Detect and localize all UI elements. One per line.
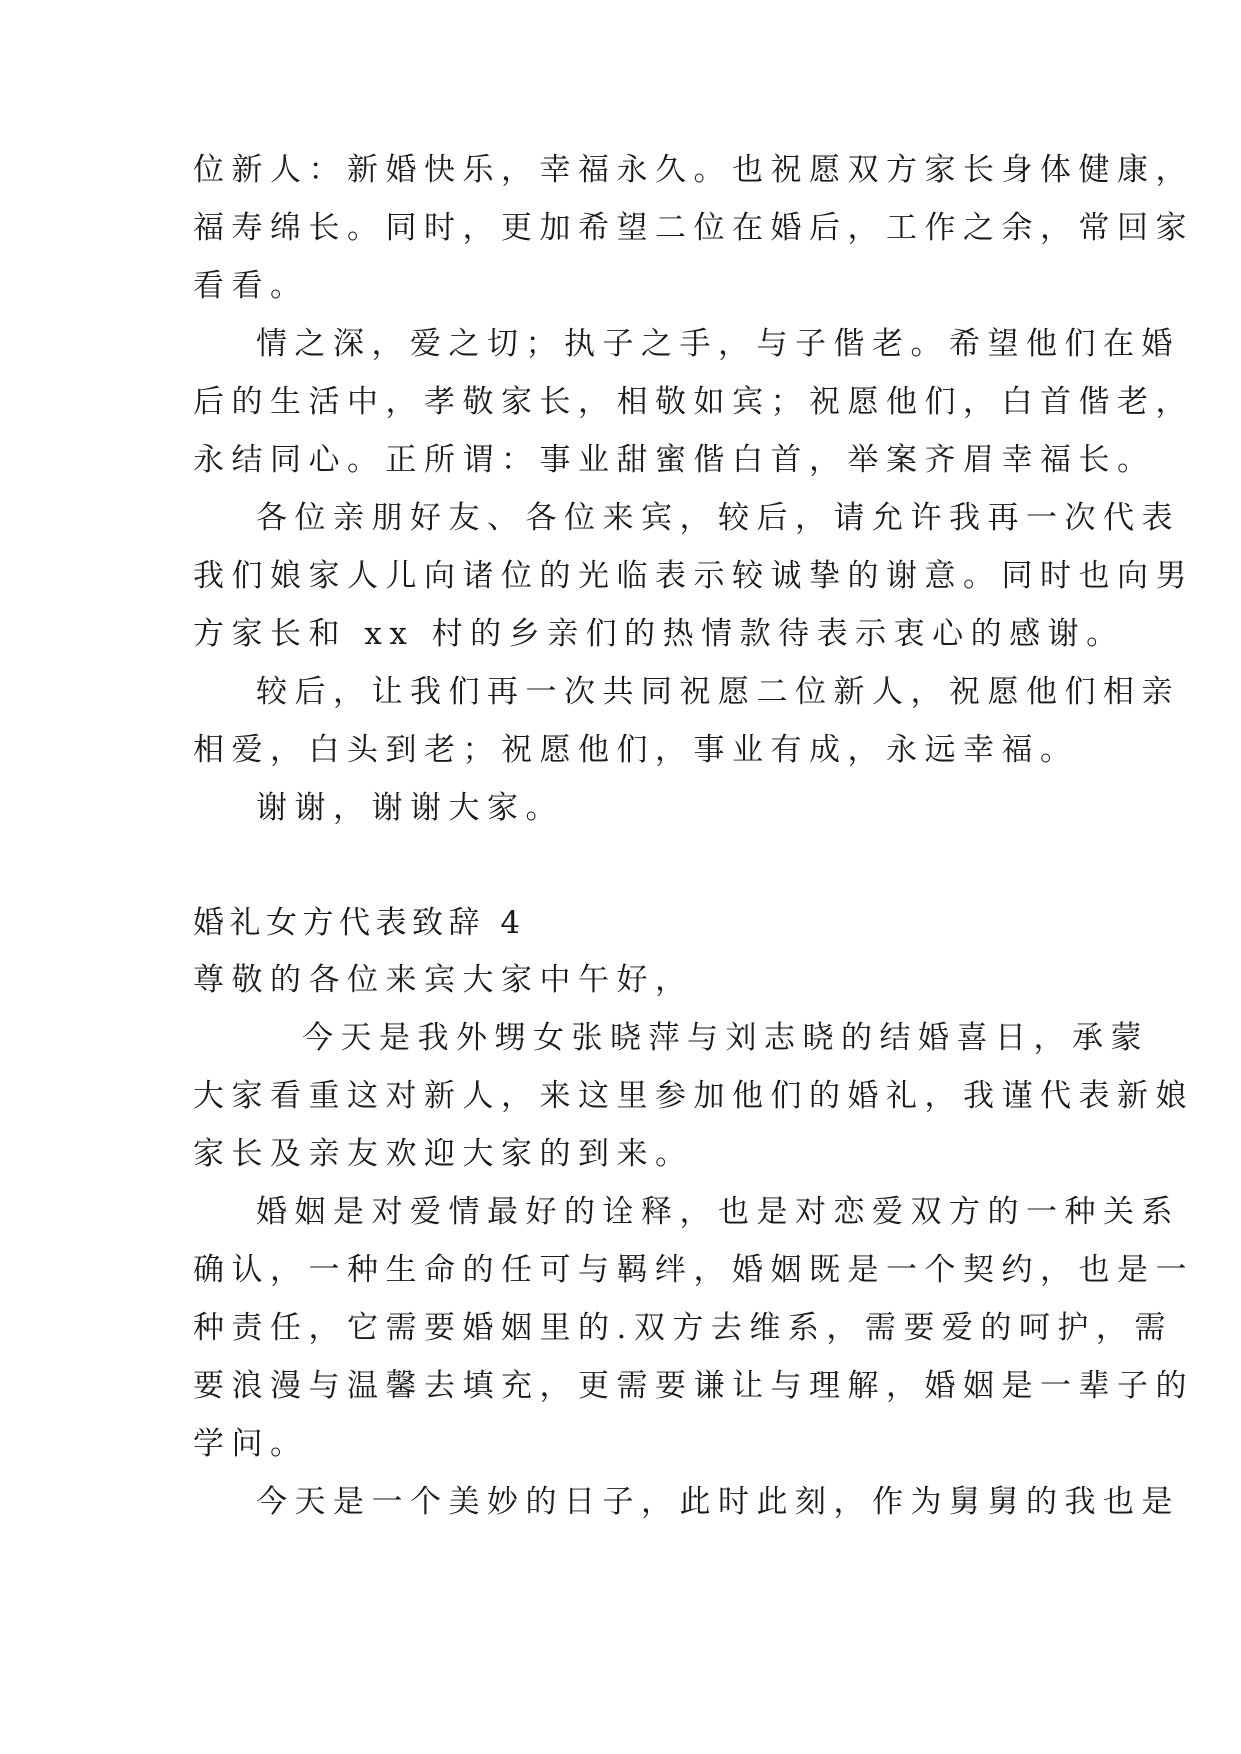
paragraph-line: 种责任，它需要婚姻里的.双方去维系，需要爱的呵护，需: [193, 1310, 1173, 1346]
section-title: 婚礼女方代表致辞 4: [193, 905, 526, 941]
paragraph-line: 较后，让我们再一次共同祝愿二位新人，祝愿他们相亲: [256, 674, 1180, 710]
paragraph-line: 要浪漫与温馨去填充，更需要谦让与理解，婚姻是一辈子的: [193, 1368, 1194, 1404]
paragraph-line: 确认，一种生命的任可与羁绊，婚姻既是一个契约，也是一: [193, 1252, 1194, 1288]
paragraph-line: 谢谢，谢谢大家。: [256, 790, 564, 826]
paragraph-line: 福寿绵长。同时，更加希望二位在婚后，工作之余，常回家: [193, 210, 1194, 246]
paragraph-line: 大家看重这对新人，来这里参加他们的婚礼，我谨代表新娘: [193, 1078, 1194, 1114]
paragraph-line: 各位亲朋好友、各位来宾，较后，请允许我再一次代表: [256, 500, 1180, 536]
paragraph-line: 永结同心。正所谓：事业甜蜜偕白首，举案齐眉幸福长。: [193, 442, 1156, 478]
paragraph-line: 婚姻是对爱情最好的诠释，也是对恋爱双方的一种关系: [256, 1194, 1180, 1230]
paragraph-line: 家长及亲友欢迎大家的到来。: [193, 1136, 694, 1172]
greeting-line: 尊敬的各位来宾大家中午好，: [193, 962, 694, 998]
paragraph-line: 后的生活中，孝敬家长，相敬如宾；祝愿他们，白首偕老，: [193, 384, 1194, 420]
paragraph-line: 看看。: [193, 268, 309, 304]
paragraph-line: 位新人：新婚快乐，幸福永久。也祝愿双方家长身体健康，: [193, 152, 1194, 188]
paragraph-line: 方家长和 xx 村的乡亲们的热情款待表示衷心的感谢。: [193, 616, 1125, 652]
paragraph-line: 今天是我外甥女张晓萍与刘志晓的结婚喜日，承蒙: [302, 1020, 1149, 1056]
paragraph-line: 今天是一个美妙的日子，此时此刻，作为舅舅的我也是: [256, 1484, 1180, 1520]
paragraph-line: 情之深，爱之切；执子之手，与子偕老。希望他们在婚: [256, 326, 1180, 362]
paragraph-line: 学问。: [193, 1426, 309, 1462]
paragraph-line: 我们娘家人儿向诸位的光临表示较诚挚的谢意。同时也向男: [193, 558, 1194, 594]
paragraph-line: 相爱，白头到老；祝愿他们，事业有成，永远幸福。: [193, 732, 1079, 768]
